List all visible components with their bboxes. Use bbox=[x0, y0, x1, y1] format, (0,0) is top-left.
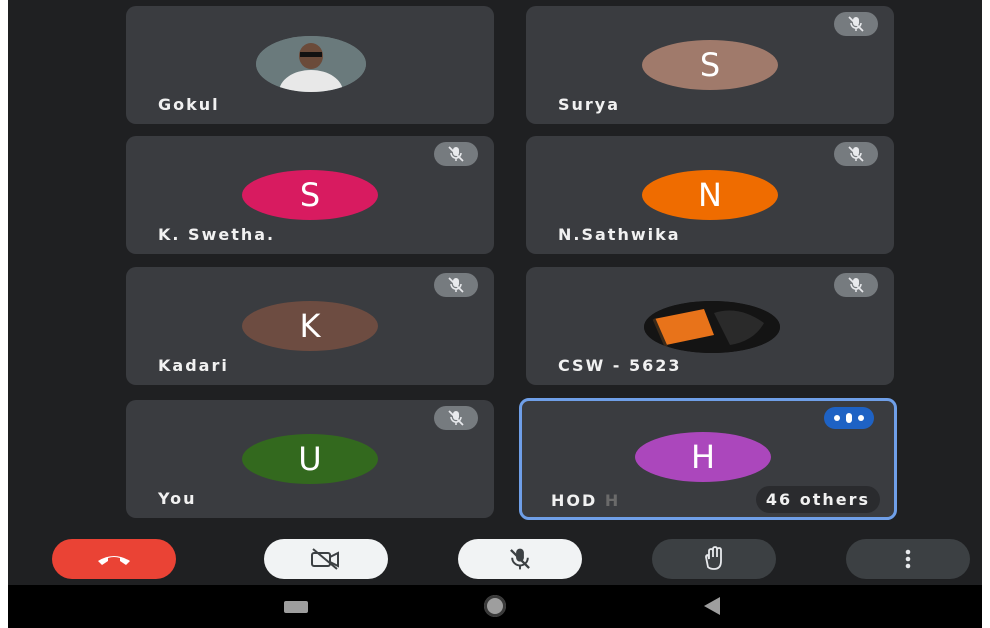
avatar: H bbox=[635, 432, 771, 482]
participant-name: Kadari bbox=[158, 356, 229, 375]
participant-name: N.Sathwika bbox=[558, 225, 681, 244]
mic-off-icon bbox=[434, 273, 478, 297]
meeting-screen bbox=[8, 0, 982, 628]
mic-toggle-button[interactable] bbox=[458, 539, 582, 579]
recents-square-icon[interactable] bbox=[284, 601, 308, 613]
participant-name: Gokul bbox=[158, 95, 220, 114]
avatar: S bbox=[642, 40, 778, 90]
participant-tile[interactable] bbox=[526, 136, 894, 254]
participant-tile[interactable] bbox=[526, 267, 894, 385]
hang-up-icon bbox=[94, 549, 134, 569]
participant-tile[interactable] bbox=[526, 6, 894, 124]
hand-icon bbox=[700, 545, 728, 573]
participant-tile[interactable] bbox=[126, 400, 494, 518]
avatar-photo bbox=[256, 36, 366, 92]
mic-off-icon bbox=[834, 12, 878, 36]
system-navigation-bar bbox=[8, 585, 982, 628]
speaking-indicator-icon bbox=[824, 407, 874, 429]
back-triangle-icon[interactable] bbox=[704, 597, 720, 615]
avatar: N bbox=[642, 170, 778, 220]
mic-off-icon bbox=[434, 142, 478, 166]
participant-tile[interactable] bbox=[126, 136, 494, 254]
mic-off-icon bbox=[834, 142, 878, 166]
more-options-button[interactable] bbox=[846, 539, 970, 579]
raise-hand-button[interactable] bbox=[652, 539, 776, 579]
mic-off-icon bbox=[834, 273, 878, 297]
avatar-photo bbox=[644, 301, 780, 353]
active-speaker-tile[interactable] bbox=[519, 398, 897, 520]
others-count-label[interactable]: 46 others bbox=[756, 486, 880, 513]
end-call-button[interactable] bbox=[52, 539, 176, 579]
mic-off-icon bbox=[434, 406, 478, 430]
avatar: K bbox=[242, 301, 378, 351]
participant-tile[interactable] bbox=[126, 6, 494, 124]
participant-name: CSW - 5623 bbox=[558, 356, 682, 375]
avatar: S bbox=[242, 170, 378, 220]
more-vert-icon bbox=[904, 548, 912, 570]
participant-name: K. Swetha. bbox=[158, 225, 276, 244]
home-circle-icon[interactable] bbox=[484, 595, 506, 617]
avatar: U bbox=[242, 434, 378, 484]
participant-name: You bbox=[158, 489, 197, 508]
participant-name: Surya bbox=[558, 95, 621, 114]
participant-tile[interactable] bbox=[126, 267, 494, 385]
mic-off-icon bbox=[507, 546, 533, 572]
camera-off-icon bbox=[309, 547, 343, 571]
participant-name: HOD H bbox=[551, 491, 621, 510]
camera-toggle-button[interactable] bbox=[264, 539, 388, 579]
